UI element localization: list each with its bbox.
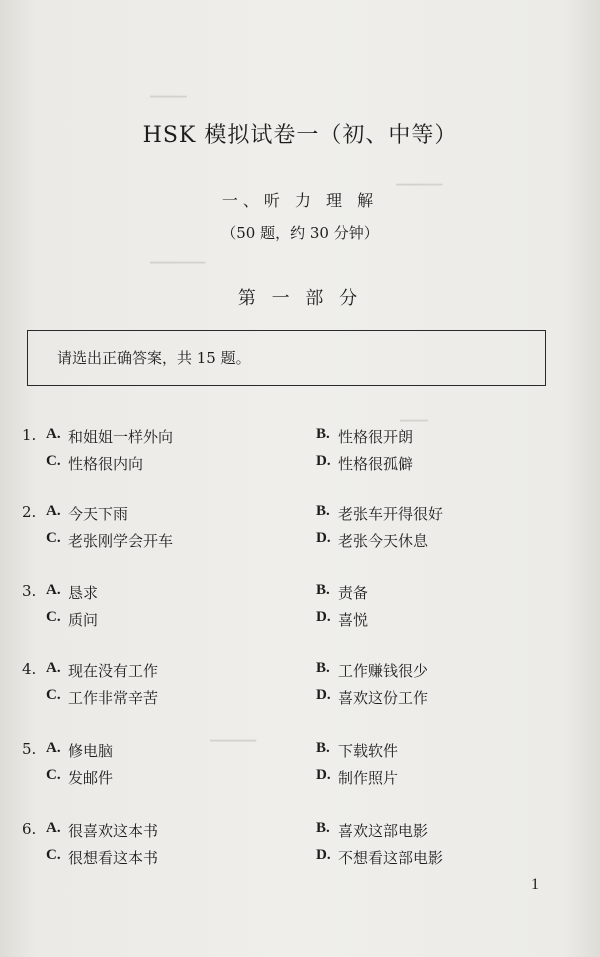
option-a-letter: A. [46, 426, 61, 442]
option-d-letter: D. [316, 530, 331, 546]
question-number: 4. [22, 660, 37, 678]
option-d-text: 不想看这部电影 [338, 849, 444, 867]
option-b-text: 下载软件 [338, 742, 399, 760]
option-b-text: 责备 [338, 584, 369, 602]
option-b-letter: B. [316, 820, 330, 836]
question-1 [0, 426, 600, 482]
option-a-letter: A. [46, 660, 61, 676]
option-d-letter: D. [316, 767, 331, 783]
instruction-box [27, 330, 546, 386]
question-number: 6. [22, 820, 37, 838]
option-b-letter: B. [316, 660, 330, 676]
question-number: 5. [22, 740, 37, 758]
question-number: 1. [22, 426, 37, 444]
option-d-text: 制作照片 [338, 769, 399, 787]
option-c-letter: C. [46, 767, 61, 783]
option-c-text: 质问 [68, 611, 99, 629]
option-a-letter: A. [46, 503, 61, 519]
option-b-letter: B. [316, 582, 330, 598]
bleed-through-text: ▔▔▔▔▔▔ [150, 262, 206, 276]
option-c-text: 发邮件 [68, 769, 114, 787]
question-6 [0, 820, 600, 876]
page-number: 1 [531, 876, 539, 893]
option-c-text: 老张刚学会开车 [68, 532, 174, 550]
option-c-text: 性格很内向 [68, 455, 144, 473]
option-a-text: 很喜欢这本书 [68, 822, 159, 840]
option-a-text: 今天下雨 [68, 505, 129, 523]
bleed-through-text: ▔▔▔▔▔ [210, 740, 257, 754]
option-d-text: 老张今天休息 [338, 532, 429, 550]
option-d-letter: D. [316, 687, 331, 703]
option-c-text: 工作非常辛苦 [68, 689, 159, 707]
bleed-through-text: ▔▔▔▔ [150, 96, 187, 110]
option-c-letter: C. [46, 847, 61, 863]
option-d-letter: D. [316, 453, 331, 469]
option-b-text: 喜欢这部电影 [338, 822, 429, 840]
part-heading: 第 一 部 分 [237, 288, 363, 309]
option-d-text: 喜欢这份工作 [338, 689, 429, 707]
bleed-through-text: ▔▔▔▔▔ [396, 184, 443, 198]
option-c-text: 很想看这本书 [68, 849, 159, 867]
option-c-letter: C. [46, 453, 61, 469]
instruction-text: 请选出正确答案，共 15 题。 [57, 349, 251, 367]
bleed-through-text: ▔▔▔ [400, 420, 428, 434]
option-a-text: 恳求 [68, 584, 99, 602]
option-b-text: 性格很开朗 [338, 428, 414, 446]
question-4 [0, 660, 600, 716]
question-number: 3. [22, 582, 37, 600]
exam-title: HSK 模拟试卷一（初、中等） [142, 123, 458, 148]
question-number: 2. [22, 503, 37, 521]
option-b-letter: B. [316, 740, 330, 756]
option-c-letter: C. [46, 687, 61, 703]
option-d-letter: D. [316, 609, 331, 625]
option-b-text: 工作赚钱很少 [338, 662, 429, 680]
option-d-letter: D. [316, 847, 331, 863]
question-5 [0, 740, 600, 796]
option-c-letter: C. [46, 530, 61, 546]
option-a-text: 现在没有工作 [68, 662, 159, 680]
option-b-letter: B. [316, 503, 330, 519]
option-c-letter: C. [46, 609, 61, 625]
option-d-text: 喜悦 [338, 611, 369, 629]
option-b-letter: B. [316, 426, 330, 442]
section-heading: 一、听 力 理 解 [221, 191, 379, 210]
option-a-letter: A. [46, 820, 61, 836]
option-a-text: 和姐姐一样外向 [68, 428, 174, 446]
option-a-letter: A. [46, 582, 61, 598]
question-2 [0, 503, 600, 559]
section-note: （50 题，约 30 分钟） [221, 224, 379, 242]
question-3 [0, 582, 600, 638]
option-a-letter: A. [46, 740, 61, 756]
option-a-text: 修电脑 [68, 742, 114, 760]
option-b-text: 老张车开得很好 [338, 505, 444, 523]
option-d-text: 性格很孤僻 [338, 455, 414, 473]
